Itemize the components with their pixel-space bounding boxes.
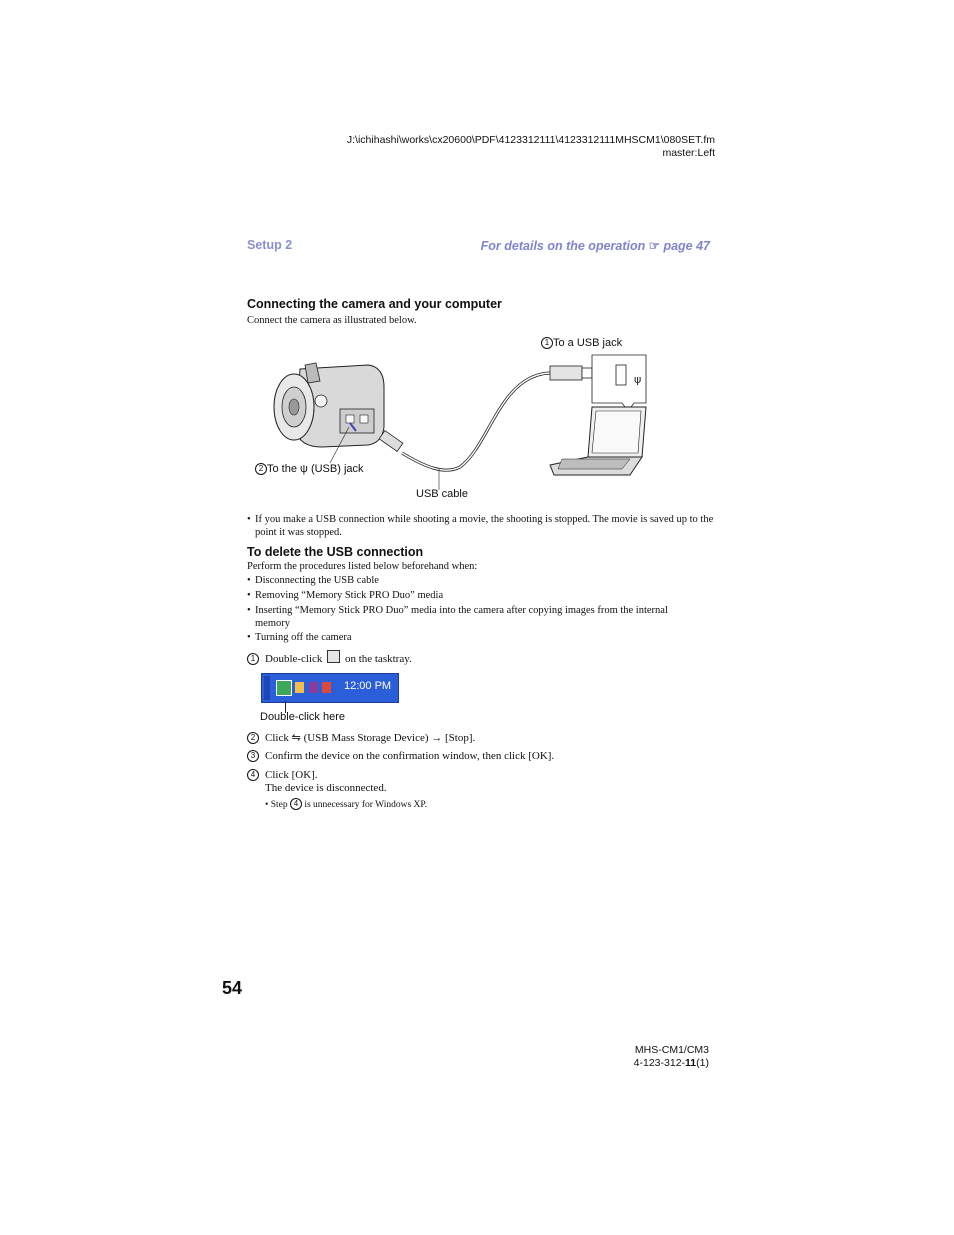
list-item: • Removing “Memory Stick PRO Duo” media (247, 590, 444, 601)
footnote-pre: Step (270, 800, 288, 810)
pointing-hand-icon: ☞ (648, 239, 660, 253)
connection-note-text: If you make a USB connection while shooting a movie, the shooting is stopped. The movie is saved up to the point it was stopped. (255, 514, 714, 538)
details-reference (481, 238, 710, 253)
step-number: 4 (247, 769, 259, 781)
camera-jack-prefix: To the (267, 463, 297, 475)
step-4 (247, 769, 318, 782)
tray-clock: 12:00 PM (344, 680, 392, 692)
tasktray (261, 673, 399, 703)
usb-cable (402, 373, 550, 470)
step-number: 1 (541, 337, 553, 349)
step-3-text: Confirm the device on the confirmation window, then click [OK]. (265, 750, 555, 762)
step-2-pre: Click (265, 732, 289, 744)
step-4-result: The device is disconnected. (265, 782, 387, 794)
model-footer (600, 1044, 709, 1070)
document-code: 4-123-312-11(1) (633, 1057, 709, 1069)
step-number: 3 (247, 750, 259, 762)
usb-device-icon: ⇋ (291, 731, 301, 744)
step-2-post: (USB Mass Storage Device) → [Stop]. (303, 732, 476, 744)
safely-remove-tray-icon[interactable] (276, 680, 292, 696)
usb-symbol-icon: ψ (300, 463, 308, 475)
usb-connection-illustration (250, 335, 670, 505)
usb-cable-label: USB cable (416, 488, 468, 500)
step-4-text: Click [OK]. (265, 769, 318, 781)
connecting-heading: Connecting the camera and your computer (247, 297, 502, 311)
list-item: • Turning off the camera (247, 632, 352, 643)
section-title: Setup 2 (247, 238, 293, 252)
file-path-header (300, 134, 715, 160)
tray-icon (322, 682, 331, 693)
step-number: 2 (255, 463, 267, 475)
master-label: master:Left (662, 147, 715, 159)
footnote: • Step 4 is unnecessary for Windows XP. (265, 799, 428, 810)
camera-illustration (274, 363, 384, 447)
step-2 (247, 731, 475, 745)
delete-heading: To delete the USB connection (247, 545, 424, 559)
file-path: J:\ichihashi\works\cx20600\PDF\4123312111\4123312111MHSCM1\080SET.fm (346, 134, 715, 146)
footnote-post: is unnecessary for Windows XP. (304, 800, 428, 810)
page-number: 54 (222, 978, 243, 998)
delete-intro: Perform the procedures listed below beforehand when: (247, 561, 478, 572)
tray-caption: Double-click here (260, 711, 345, 723)
usb-port-callout (592, 355, 646, 411)
tray-icon (295, 682, 304, 693)
usb-jack-text: To a USB jack (553, 337, 623, 349)
svg-text:ψ: ψ (634, 373, 642, 386)
step-number: 1 (247, 653, 259, 665)
list-item: • Inserting “Memory Stick PRO Duo” media into the camera after copying images from the internal memory (247, 605, 668, 629)
computer-plug (550, 366, 592, 380)
step-1-post: on the tasktray. (344, 653, 412, 665)
step-1-pre: Double-click (265, 653, 323, 665)
camera-jack-suffix: (USB) jack (310, 463, 364, 475)
camera-jack-label (255, 463, 364, 475)
connection-note: • If you make a USB connection while shooting a movie, the shooting is stopped. The movie is saved up to the point it was stopped. (247, 514, 717, 539)
usb-jack-label (541, 337, 622, 349)
tray-icon (309, 682, 318, 693)
details-prefix: For details on the operation (480, 239, 646, 253)
camera-plug (379, 431, 403, 452)
step-1 (247, 650, 412, 666)
connecting-intro: Connect the camera as illustrated below. (247, 315, 417, 326)
list-item: • Disconnecting the USB cable (247, 575, 379, 586)
step-number: 2 (247, 732, 259, 744)
safely-remove-icon (327, 650, 340, 663)
details-page: page 47 (663, 239, 710, 253)
step-3 (247, 750, 554, 763)
laptop-illustration (550, 407, 646, 475)
step-number: 4 (290, 798, 302, 810)
model-name: MHS-CM1/CM3 (634, 1044, 709, 1056)
